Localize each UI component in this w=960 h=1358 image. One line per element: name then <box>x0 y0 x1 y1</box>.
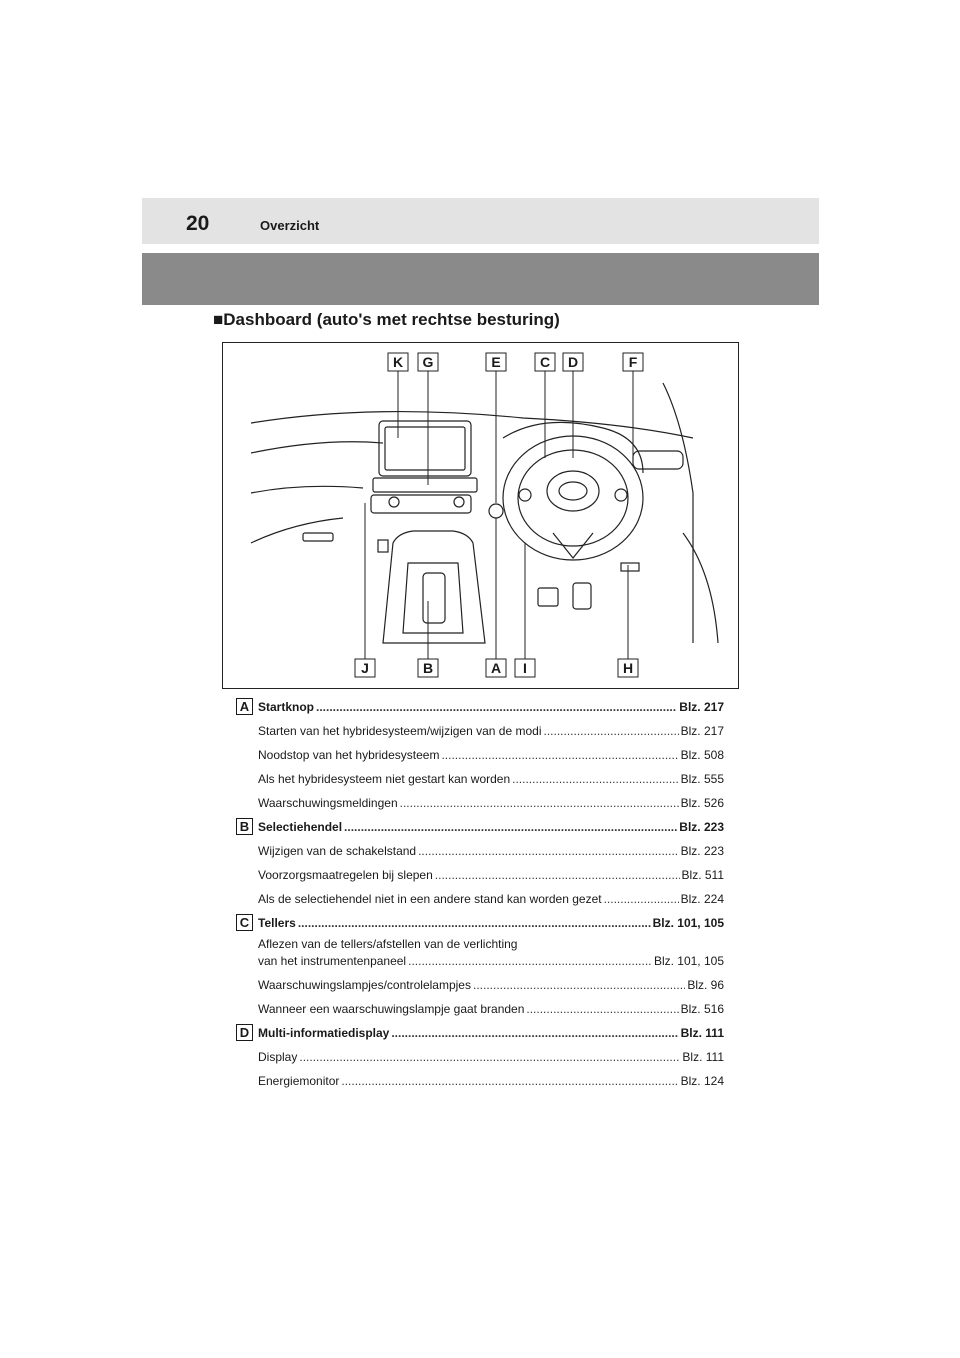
entry-marker: B <box>236 818 253 835</box>
entry-title: Startknop <box>258 700 315 714</box>
entry-item-first-line: Aflezen van de tellers/afstellen van de verlichting <box>258 937 518 951</box>
entry-title: Selectiehendel <box>258 820 343 834</box>
entry-page: Blz. 217 <box>679 700 724 714</box>
entry-c <box>236 912 724 1018</box>
entry-page: Blz. 223 <box>679 820 724 834</box>
page-heading: ■Dashboard (auto's met rechtse besturing) <box>213 310 560 329</box>
entry-marker: A <box>236 698 253 715</box>
callout-A: A <box>490 660 502 676</box>
entry-a <box>236 696 724 812</box>
entry-item[interactable]: Noodstop van het hybridesysteem ..... Blz. 508 <box>258 744 724 764</box>
callout-F: F <box>628 354 638 370</box>
entry-item[interactable]: Energiemonitor ..... Blz. 124 <box>258 1070 724 1090</box>
callout-I: I <box>523 660 527 676</box>
entry-marker: C <box>236 914 253 931</box>
entry-item[interactable]: Waarschuwingslampjes/controlelampjes ..... Blz. 96 <box>258 974 724 994</box>
entry-page: Blz. 111 <box>680 1026 724 1040</box>
callout-B: B <box>422 660 434 676</box>
entry-title-line[interactable] <box>258 1022 724 1042</box>
entry-item[interactable]: Wijzigen van de schakelstand ..... Blz. 223 <box>258 840 724 860</box>
header-bar <box>142 198 819 244</box>
title-band <box>142 253 819 305</box>
callout-K: K <box>392 354 404 370</box>
entry-item[interactable]: Starten van het hybridesysteem/wijzigen van de modi ..... Blz. 217 <box>258 720 724 740</box>
callout-C: C <box>539 354 551 370</box>
entry-page: Blz. 101, 105 <box>652 916 724 930</box>
entry-item[interactable]: Als het hybridesysteem niet gestart kan worden ..... Blz. 555 <box>258 768 724 788</box>
section-title: Overzicht <box>260 218 320 233</box>
entry-title-line[interactable] <box>258 816 724 836</box>
entry-b <box>236 816 724 908</box>
entry-title-line[interactable] <box>258 912 724 932</box>
entry-item[interactable]: van het instrumentenpaneel ..... Blz. 101, 105 <box>258 953 724 970</box>
callout-E: E <box>491 354 501 370</box>
entry-marker: D <box>236 1024 253 1041</box>
reference-list <box>236 696 724 1094</box>
callout-D: D <box>567 354 579 370</box>
callout-G: G <box>422 354 434 370</box>
entry-item[interactable]: Wanneer een waarschuwingslampje gaat branden ..... Blz. 516 <box>258 998 724 1018</box>
page-number: 20 <box>186 212 210 235</box>
entry-item[interactable]: Voorzorgsmaatregelen bij slepen ..... Blz. 511 <box>258 864 724 884</box>
entry-d <box>236 1022 724 1090</box>
entry-title: Tellers <box>258 916 296 930</box>
entry-item[interactable]: Display ..... Blz. 111 <box>258 1046 724 1066</box>
entry-item[interactable]: Waarschuwingsmeldingen ..... Blz. 526 <box>258 792 724 812</box>
dashboard-illustration <box>222 342 739 689</box>
dashboard-drawing <box>223 343 739 689</box>
entry-title: Multi-informatiedisplay <box>258 1026 390 1040</box>
callout-J: J <box>361 660 369 676</box>
callout-H: H <box>622 660 634 676</box>
entry-item[interactable]: Als de selectiehendel niet in een andere stand kan worden gezet ..... Blz. 224 <box>258 888 724 908</box>
entry-title-line[interactable] <box>258 696 724 716</box>
